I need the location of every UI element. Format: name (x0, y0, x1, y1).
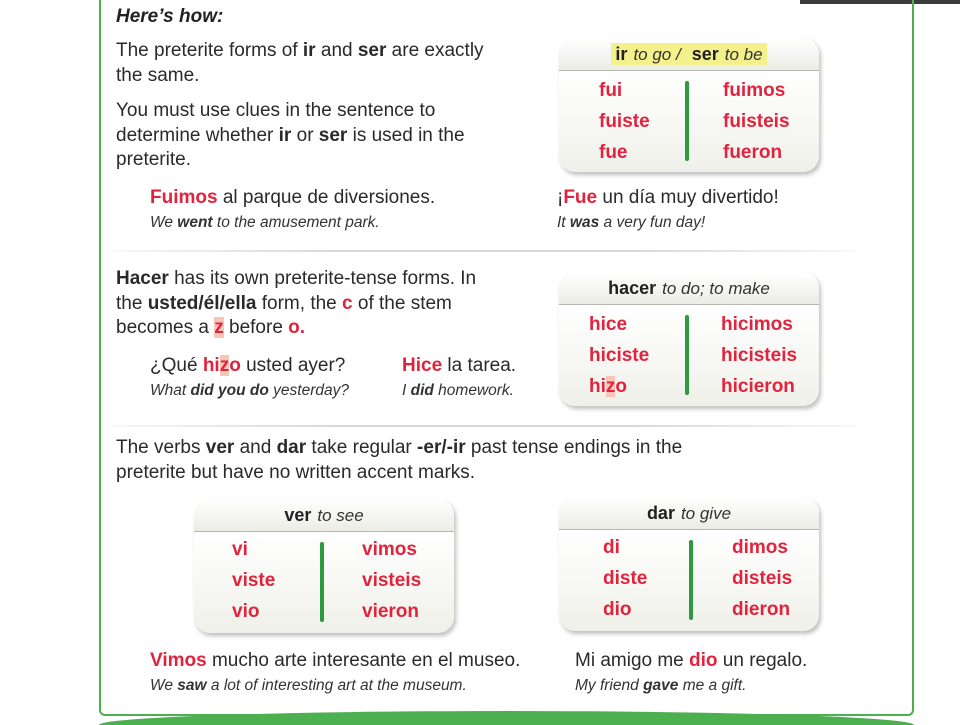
form-ellos: dieron (732, 599, 791, 620)
section1-paragraph1: The preterite forms of ir and ser are exactly the same. (116, 40, 484, 86)
form-el: fue (599, 142, 628, 163)
section2-example2: Hice la tarea. (402, 355, 517, 376)
form-tu: hiciste (589, 345, 650, 366)
form-yo: hice (589, 314, 628, 335)
form-nosotros: dimos (732, 537, 788, 558)
form-ellos: fueron (723, 142, 783, 163)
section3-example1: Vimos mucho arte interesante en el museo. (150, 650, 521, 671)
table-divider (685, 81, 689, 161)
form-yo: fui (599, 80, 623, 101)
form-nosotros: hicimos (721, 314, 793, 335)
form-el: hizo (589, 376, 627, 397)
form-el: vio (232, 601, 260, 622)
table-divider (685, 315, 689, 395)
table-header: ver to see (194, 499, 454, 532)
conjugation-table-dar (559, 497, 819, 631)
section1-paragraph2: You must use clues in the sentence to determine whether ir or ser is used in the preterite. (116, 100, 465, 170)
section3-paragraph: The verbs ver and dar take regular -er/-ir past tense endings in the preterite but have no written accent marks. (116, 437, 683, 483)
section3-example2-translation: My friend gave me a gift. (575, 677, 747, 694)
form-nosotros: vimos (362, 539, 417, 560)
section2-example1: ¿Qué hizo usted ayer? (150, 355, 346, 376)
form-tu: fuiste (599, 111, 650, 132)
conjugation-table-ver (194, 499, 454, 633)
section2-paragraph: Hacer has its own preterite-tense forms. In the usted/él/ella form, the c of the stem becomes a z before o. (116, 268, 477, 338)
section1-example1-translation: We went to the amusement park. (150, 214, 380, 231)
form-nosotros: fuimos (723, 80, 786, 101)
form-el: dio (603, 599, 632, 620)
section2-example1-translation: What did you do yesterday? (150, 382, 349, 399)
table-header: dar to give (559, 497, 819, 530)
section2-example2-translation: I did homework. (402, 382, 514, 399)
section-divider (112, 250, 856, 252)
form-tu: viste (232, 570, 276, 591)
form-ellos: vieron (362, 601, 420, 622)
form-yo: di (603, 537, 620, 558)
section3-example2: Mi amigo me dio un regalo. (575, 650, 808, 671)
form-vosotros: visteis (362, 570, 422, 591)
section1-example1: Fuimos al parque de diversiones. (150, 187, 436, 208)
conjugation-table-ir-ser (559, 38, 819, 172)
form-vosotros: fuisteis (723, 111, 790, 132)
table-header: hacer to do; to make (559, 272, 819, 305)
form-vosotros: hicisteis (721, 345, 798, 366)
conjugation-table-hacer (559, 272, 819, 406)
section3-example1-translation: We saw a lot of interesting art at the museum. (150, 677, 467, 694)
table-divider (320, 542, 324, 622)
page-heading: Here’s how: (116, 6, 224, 27)
table-header: ir to go / ser to be (559, 38, 819, 71)
form-vosotros: disteis (732, 568, 793, 589)
form-tu: diste (603, 568, 648, 589)
form-yo: vi (232, 539, 248, 560)
table-divider (689, 540, 693, 620)
form-ellos: hicieron (721, 376, 795, 397)
section1-example2-translation: It was a very fun day! (557, 214, 706, 231)
section-divider (112, 425, 856, 427)
section1-example2: ¡Fue un día muy divertido! (557, 187, 779, 208)
